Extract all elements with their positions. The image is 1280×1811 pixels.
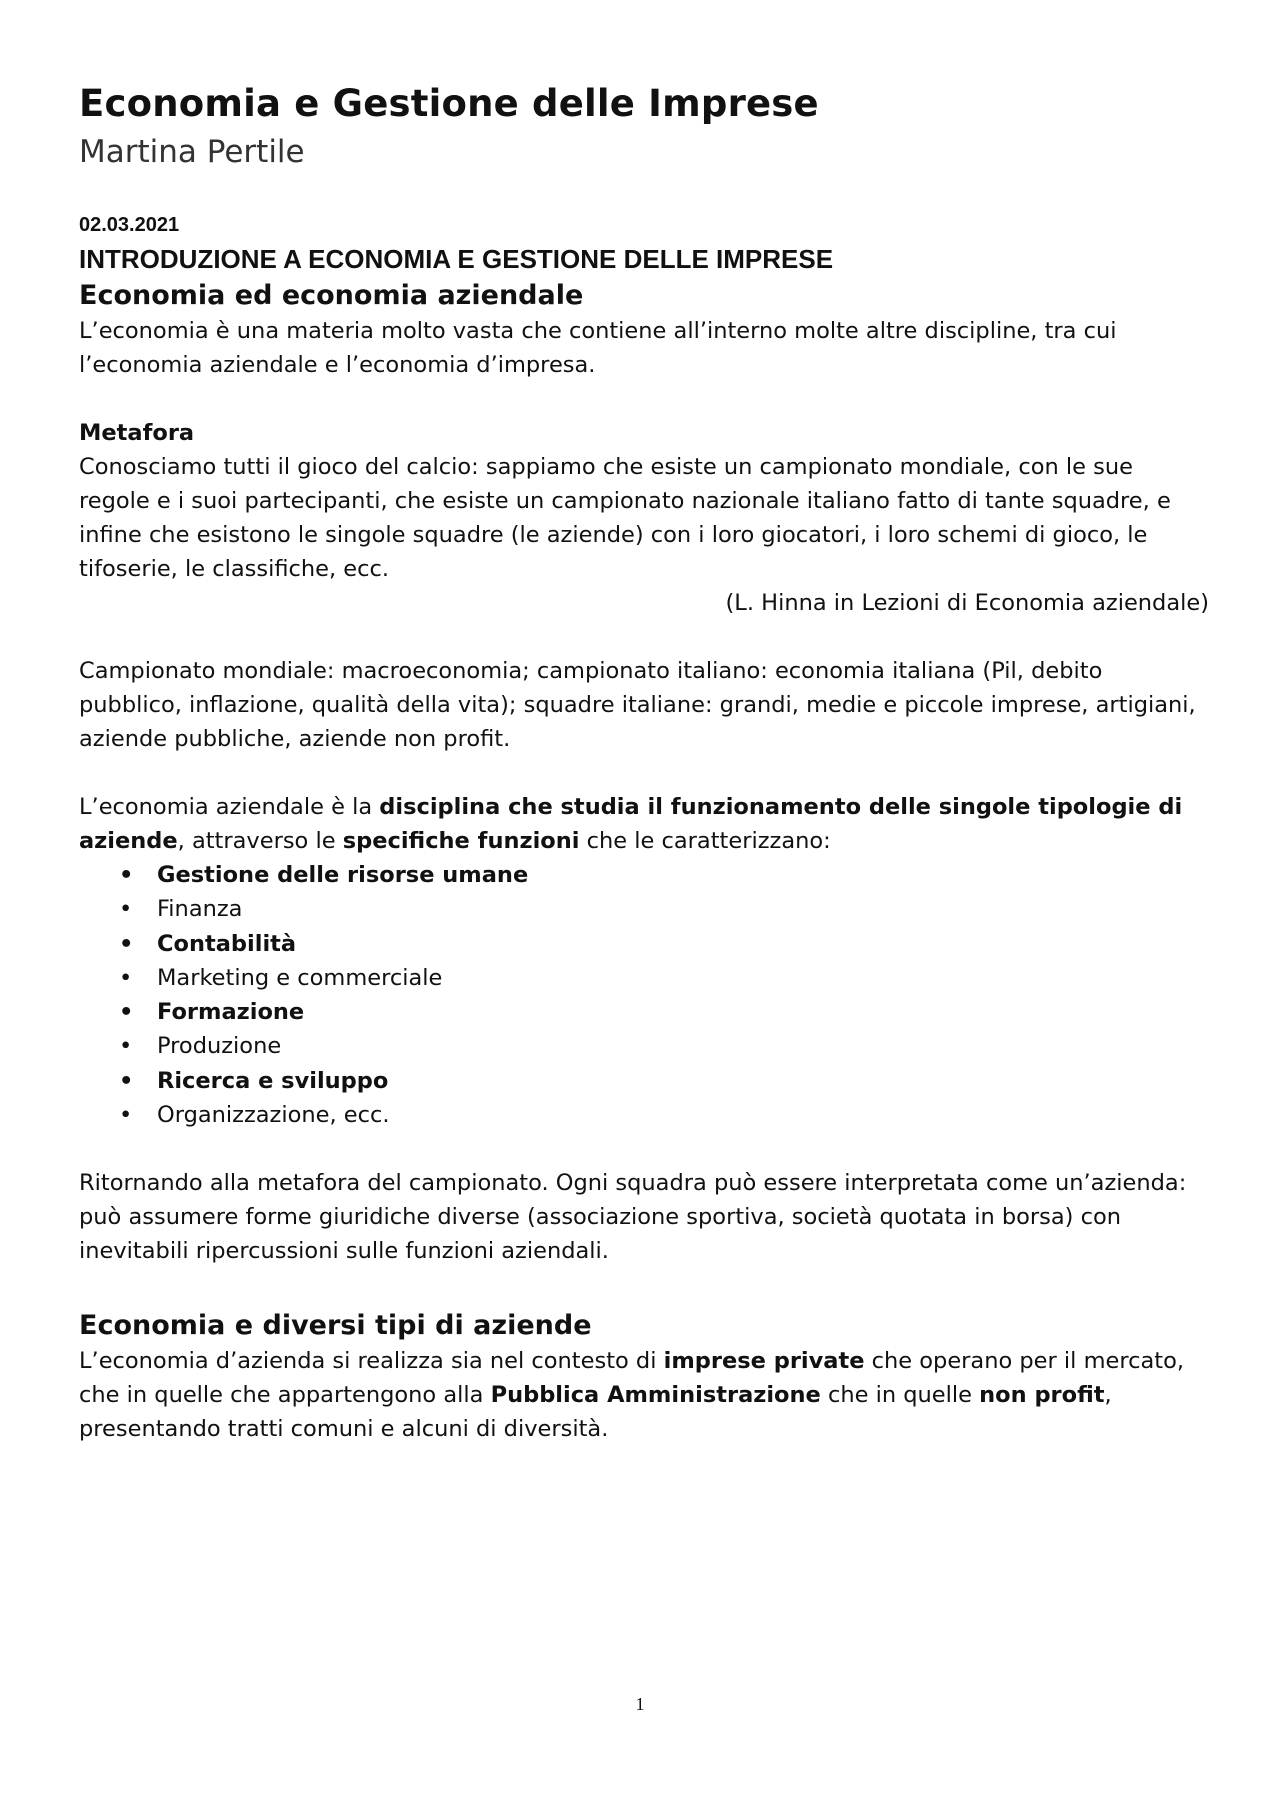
list-item: • Ricerca e sviluppo	[119, 1067, 389, 1094]
bold-non-profit: non profit	[979, 1382, 1105, 1409]
section-heading-tipi-aziende: Economia e diversi tipi di aziende	[79, 1310, 592, 1342]
ritornando-paragraph: Ritornando alla metafora del campionato. Ogni squadra può essere interpretata come un’azienda: può assumere forme giuridiche diverse (associazione sportiva, società quotata in borsa) con inevitabili ripercussioni sulle funzioni aziendali.	[79, 1170, 1187, 1265]
section-heading-economia-aziendale: Economia ed economia aziendale	[79, 280, 584, 311]
metafora-label: Metafora	[79, 420, 195, 446]
quote-reference: (L. Hinna in Lezioni di Economia aziendale)	[725, 590, 1209, 616]
lecture-date: 02.03.2021	[79, 214, 180, 236]
bold-pubblica-amministrazione: Pubblica Amministrazione	[490, 1382, 821, 1409]
document-page	[79, 78, 1209, 1446]
definition-bold-disciplina: disciplina che studia il funzionamento delle singole tipologie di aziende	[79, 794, 1183, 854]
functions-list	[79, 858, 1209, 1132]
list-item: • Contabilità	[119, 930, 297, 957]
list-item: • Formazione	[119, 999, 305, 1026]
chapter-heading: INTRODUZIONE A ECONOMIA E GESTIONE DELLE IMPRESE	[79, 244, 834, 274]
definition-paragraph: L’economia aziendale è la disciplina che studia il funzionamento delle singole tipologie di aziende, attraverso le specifiche funzioni che le caratterizzano:	[79, 794, 1183, 854]
intro-paragraph: L’economia è una materia molto vasta che contiene all’interno molte altre discipline, tra cui l’economia aziendale e l’economia d’impresa.	[79, 318, 1117, 378]
document-title: Economia e Gestione delle Imprese	[79, 82, 819, 125]
bold-imprese-private: imprese private	[663, 1348, 865, 1375]
list-item: • Finanza	[119, 896, 243, 923]
tipi-aziende-paragraph: L’economia d’azienda si realizza sia nel contesto di imprese private che operano per il mercato, che in quelle che appartengono alla Pubblica Amministrazione che in quelle non profit, presentando tratti comuni e alcuni di diversità.	[79, 1348, 1184, 1443]
page-number: 1	[635, 1694, 645, 1714]
definition-bold-funzioni: specifiche funzioni	[342, 828, 580, 854]
campionato-paragraph: Campionato mondiale: macroeconomia; campionato italiano: economia italiana (Pil, debito pubblico, inflazione, qualità della vita); squadre italiane: grandi, medie e piccole imprese, artigiani, aziende pubbliche, aziende non profit.	[79, 658, 1196, 752]
author-name: Martina Pertile	[79, 134, 305, 170]
list-item: • Produzione	[119, 1033, 282, 1060]
metafora-paragraph: Conosciamo tutti il gioco del calcio: sappiamo che esiste un campionato mondiale, con le sue regole e i suoi partecipanti, che esiste un campionato nazionale italiano fatto di tante squadre, e infine che esistono le singole squadre (le aziende) con i loro giocatori, i loro schemi di gioco, le tifoserie, le classifiche, ecc.	[79, 454, 1171, 582]
list-item: • Gestione delle risorse umane	[119, 862, 529, 888]
list-item: • Marketing e commerciale	[119, 964, 443, 991]
list-item: • Organizzazione, ecc.	[119, 1102, 390, 1129]
